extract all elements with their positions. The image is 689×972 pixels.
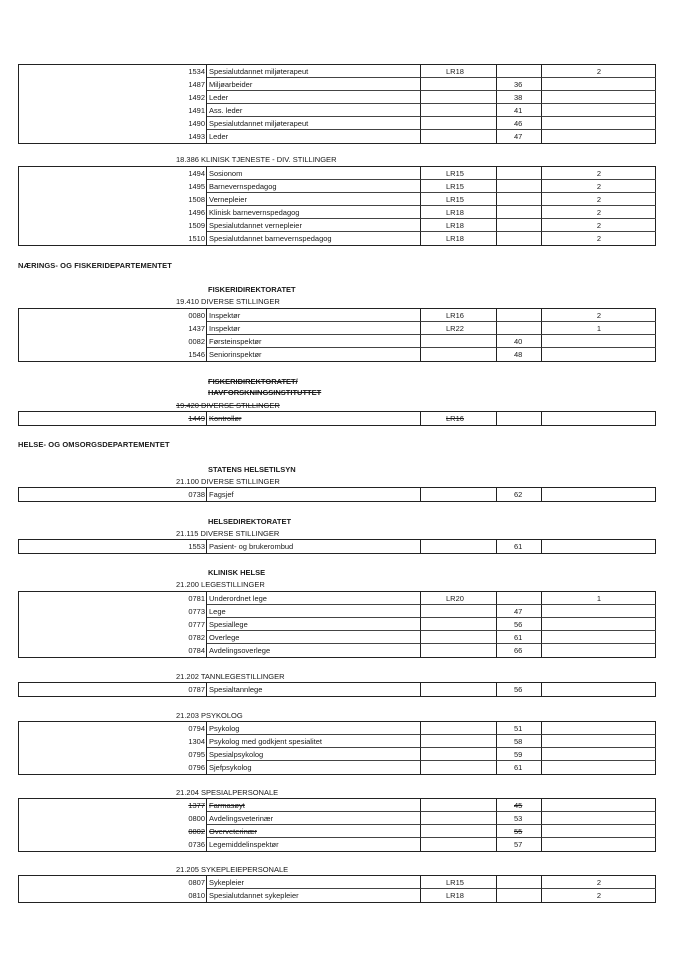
salary-step: 45 <box>497 799 542 812</box>
salary-step: 48 <box>497 348 542 361</box>
salary-frame <box>421 335 497 348</box>
agency-heading: FISKERIDIREKTORATET <box>208 285 296 294</box>
salary-frame: LR15 <box>421 193 497 206</box>
section-heading: 21.205 SYKEPLEIEPERSONALE <box>176 865 289 874</box>
salary-frame <box>421 130 497 143</box>
salary-step: 62 <box>497 488 542 501</box>
salary-step: 57 <box>497 838 542 851</box>
alternative <box>542 761 656 774</box>
table-row <box>19 180 655 193</box>
salary-step <box>497 193 542 206</box>
section-heading: 19.420 DIVERSE STILLINGER <box>176 401 280 410</box>
table-row <box>19 219 655 232</box>
salary-frame <box>421 644 497 657</box>
position-table <box>18 591 656 658</box>
position-title: Spesialpsykolog <box>207 748 421 761</box>
section-heading: 21.204 SPESIALPERSONALE <box>176 788 279 797</box>
position-table <box>18 64 656 144</box>
table-row <box>19 825 655 838</box>
salary-frame <box>421 812 497 825</box>
position-title: Ass. leder <box>207 104 421 117</box>
position-code: 0802 <box>174 825 207 838</box>
section-heading: 21.203 PSYKOLOG <box>176 711 243 720</box>
table-row <box>19 605 655 618</box>
position-code: 1490 <box>174 117 207 130</box>
section-heading: 18.386 KLINISK TJENESTE - DIV. STILLINGER <box>176 155 337 164</box>
position-code: 1377 <box>174 799 207 812</box>
salary-frame: LR15 <box>421 876 497 889</box>
position-code: 1493 <box>174 130 207 143</box>
position-title: Fagsjef <box>207 488 421 501</box>
salary-frame: LR15 <box>421 180 497 193</box>
position-title: Leder <box>207 91 421 104</box>
position-title: Klinisk barnevernspedagog <box>207 206 421 219</box>
table-row <box>19 488 655 501</box>
salary-frame <box>421 631 497 644</box>
position-code: 0795 <box>174 748 207 761</box>
table-row <box>19 631 655 644</box>
position-code: 1491 <box>174 104 207 117</box>
salary-frame <box>421 683 497 696</box>
table-row <box>19 748 655 761</box>
alternative <box>542 825 656 838</box>
section-heading: 21.202 TANNLEGESTILLINGER <box>176 672 285 681</box>
salary-frame: LR22 <box>421 322 497 335</box>
table-row <box>19 65 655 78</box>
position-code: 1487 <box>174 78 207 91</box>
ministry-heading: HELSE- OG OMSORGSDEPARTEMENTET <box>18 440 170 449</box>
salary-step <box>497 167 542 180</box>
position-title: Psykolog <box>207 722 421 735</box>
section-heading: 21.200 LEGESTILLINGER <box>176 580 265 589</box>
table-row <box>19 540 655 553</box>
alternative <box>542 104 656 117</box>
position-code: 1495 <box>174 180 207 193</box>
position-title: Avdelingsoverlege <box>207 644 421 657</box>
alternative: 2 <box>596 234 602 243</box>
salary-step: 46 <box>497 117 542 130</box>
alternative <box>542 644 656 657</box>
position-table <box>18 875 656 903</box>
table-row <box>19 309 655 322</box>
position-code: 0807 <box>174 876 207 889</box>
position-table <box>18 798 656 852</box>
salary-frame <box>421 91 497 104</box>
position-title: Vernepleier <box>207 193 421 206</box>
alternative <box>542 335 656 348</box>
table-row <box>19 876 655 889</box>
position-code: 0082 <box>174 335 207 348</box>
table-row <box>19 117 655 130</box>
salary-step: 61 <box>497 761 542 774</box>
salary-step: 58 <box>497 735 542 748</box>
salary-step <box>497 876 542 889</box>
salary-step: 53 <box>497 812 542 825</box>
table-row <box>19 335 655 348</box>
position-title: Spesiallege <box>207 618 421 631</box>
position-code: 0781 <box>174 592 207 605</box>
salary-step: 56 <box>497 683 542 696</box>
position-title: Barnevernspedagog <box>207 180 421 193</box>
position-title: Spesialtannlege <box>207 683 421 696</box>
position-code: 1437 <box>174 322 207 335</box>
salary-frame: LR18 <box>421 219 497 232</box>
salary-frame: LR18 <box>421 206 497 219</box>
ministry-heading: NÆRINGS- OG FISKERIDEPARTEMENTET <box>18 261 172 270</box>
table-row <box>19 348 655 361</box>
table-row <box>19 799 655 812</box>
salary-step <box>497 309 542 322</box>
table-row <box>19 812 655 825</box>
table-row <box>19 838 655 851</box>
alternative <box>542 91 656 104</box>
salary-frame: LR16 <box>421 412 497 425</box>
salary-step: 51 <box>497 722 542 735</box>
salary-step: 55 <box>497 825 542 838</box>
position-code: 1553 <box>174 540 207 553</box>
position-title: Farmasøyt <box>207 799 421 812</box>
salary-frame <box>421 540 497 553</box>
position-code: 1508 <box>174 193 207 206</box>
alternative: 2 <box>542 206 656 219</box>
position-code: 1496 <box>174 206 207 219</box>
salary-frame <box>421 488 497 501</box>
table-row <box>19 592 655 605</box>
alternative <box>542 722 656 735</box>
position-title: Psykolog med godkjent spesialitet <box>207 735 421 748</box>
position-code: 0782 <box>174 631 207 644</box>
salary-frame: LR20 <box>421 592 497 605</box>
alternative: 2 <box>542 65 656 78</box>
position-table <box>18 721 656 775</box>
alternative <box>542 348 656 361</box>
salary-frame <box>421 348 497 361</box>
alternative: 1 <box>542 322 656 335</box>
position-title: Kontrollør <box>207 412 421 425</box>
table-row <box>19 232 655 245</box>
position-code: 0738 <box>174 488 207 501</box>
position-title: Overlege <box>207 631 421 644</box>
position-title: Legemiddelinspektør <box>207 838 421 851</box>
salary-step: 66 <box>497 644 542 657</box>
agency-heading: STATENS HELSETILSYN <box>208 465 296 474</box>
table-row <box>19 735 655 748</box>
alternative <box>542 812 656 825</box>
salary-step <box>497 180 542 193</box>
agency-heading: KLINISK HELSE <box>208 568 266 577</box>
position-table <box>18 682 656 697</box>
alternative <box>542 838 656 851</box>
position-title: Miljøarbeider <box>207 78 421 91</box>
position-title: Underordnet lege <box>207 592 421 605</box>
position-title: Sosionom <box>207 167 421 180</box>
table-row <box>19 78 655 91</box>
table-row <box>19 761 655 774</box>
alternative <box>542 130 656 143</box>
position-title: Førsteinspektør <box>207 335 421 348</box>
salary-frame <box>421 605 497 618</box>
salary-step: 38 <box>497 91 542 104</box>
table-row <box>19 889 655 902</box>
position-table <box>18 166 656 246</box>
position-title: Inspektør <box>207 309 421 322</box>
salary-step <box>497 219 542 232</box>
salary-step <box>497 322 542 335</box>
section-heading: 21.100 DIVERSE STILLINGER <box>176 477 280 486</box>
alternative: 2 <box>542 180 656 193</box>
alternative: 2 <box>542 193 656 206</box>
position-table <box>18 411 656 426</box>
position-title: Overveterinær <box>207 825 421 838</box>
position-table <box>18 487 656 502</box>
salary-step <box>497 65 542 78</box>
position-code: 0784 <box>174 644 207 657</box>
salary-frame <box>421 761 497 774</box>
alternative: 2 <box>542 309 656 322</box>
table-row <box>19 167 655 180</box>
position-code: 1494 <box>174 167 207 180</box>
salary-step <box>497 232 542 245</box>
alternative <box>542 540 656 553</box>
position-code: 0787 <box>174 683 207 696</box>
salary-frame: LR18 <box>421 232 497 245</box>
salary-frame <box>421 748 497 761</box>
salary-frame <box>421 722 497 735</box>
position-code: 1509 <box>174 219 207 232</box>
position-title: Spesialutdannet barnevernspedagog <box>207 232 421 245</box>
table-row <box>19 644 655 657</box>
alternative <box>542 735 656 748</box>
table-row <box>19 91 655 104</box>
alternative <box>542 117 656 130</box>
salary-step <box>497 206 542 219</box>
position-code: 1492 <box>174 91 207 104</box>
section-heading: 19.410 DIVERSE STILLINGER <box>176 297 280 306</box>
table-row <box>19 722 655 735</box>
position-code: 1304 <box>174 735 207 748</box>
section-heading: 21.115 DIVERSE STILLINGER <box>176 529 280 538</box>
alternative <box>542 78 656 91</box>
salary-frame <box>421 104 497 117</box>
salary-step: 40 <box>497 335 542 348</box>
table-row <box>19 683 655 696</box>
position-title: Leder <box>207 130 421 143</box>
salary-frame <box>421 117 497 130</box>
alternative <box>542 748 656 761</box>
alternative <box>542 631 656 644</box>
salary-frame <box>421 618 497 631</box>
position-title: Spesialutdannet vernepleier <box>207 219 421 232</box>
salary-frame <box>421 825 497 838</box>
salary-frame <box>421 735 497 748</box>
alternative: 2 <box>596 891 602 900</box>
salary-step: 61 <box>497 631 542 644</box>
position-code: 0796 <box>174 761 207 774</box>
salary-step: 36 <box>497 78 542 91</box>
position-code: 0777 <box>174 618 207 631</box>
position-code: 0736 <box>174 838 207 851</box>
salary-step: 47 <box>497 605 542 618</box>
position-table <box>18 308 656 362</box>
position-code: 0773 <box>174 605 207 618</box>
position-title: Sykepleier <box>207 876 421 889</box>
alternative <box>542 488 656 501</box>
position-title: Sjefpsykolog <box>207 761 421 774</box>
position-title: Inspektør <box>207 322 421 335</box>
position-code: 1510 <box>174 232 207 245</box>
alternative <box>542 799 656 812</box>
agency-heading: HELSEDIREKTORATET <box>208 517 292 526</box>
position-title: Seniorinspektør <box>207 348 421 361</box>
salary-step: 59 <box>497 748 542 761</box>
salary-step <box>497 592 542 605</box>
position-title: Spesialutdannet sykepleier <box>207 889 421 902</box>
salary-frame: LR18 <box>421 889 497 902</box>
table-row <box>19 412 655 425</box>
alternative: 2 <box>542 219 656 232</box>
position-code: 0080 <box>174 309 207 322</box>
alternative: 2 <box>542 876 656 889</box>
position-code: 1449 <box>174 412 207 425</box>
alternative <box>542 683 656 696</box>
table-row <box>19 130 655 143</box>
agency-heading: FISKERIDIREKTORATET/ <box>208 377 298 386</box>
salary-frame <box>421 78 497 91</box>
table-row <box>19 206 655 219</box>
alternative <box>542 412 656 425</box>
alternative <box>542 618 656 631</box>
position-code: 0810 <box>174 889 207 902</box>
salary-frame <box>421 838 497 851</box>
table-row <box>19 104 655 117</box>
salary-step: 47 <box>497 130 542 143</box>
table-row <box>19 193 655 206</box>
salary-step <box>497 889 542 902</box>
salary-frame: LR18 <box>421 65 497 78</box>
position-title: Pasient- og brukerombud <box>207 540 421 553</box>
agency-heading: HAVFORSKNINGSINSTITUTTET <box>208 388 322 397</box>
alternative: 2 <box>542 167 656 180</box>
position-table <box>18 539 656 554</box>
position-code: 1546 <box>174 348 207 361</box>
alternative: 1 <box>542 592 656 605</box>
position-code: 0794 <box>174 722 207 735</box>
table-row <box>19 618 655 631</box>
position-title: Spesialutdannet miljøterapeut <box>207 117 421 130</box>
salary-frame <box>421 799 497 812</box>
position-code: 0800 <box>174 812 207 825</box>
position-title: Avdelingsveterinær <box>207 812 421 825</box>
salary-step: 61 <box>497 540 542 553</box>
position-title: Lege <box>207 605 421 618</box>
salary-step <box>497 412 542 425</box>
salary-frame: LR15 <box>421 167 497 180</box>
position-title: Spesialutdannet miljøterapeut <box>207 65 421 78</box>
alternative <box>542 605 656 618</box>
salary-frame: LR16 <box>421 309 497 322</box>
table-row <box>19 322 655 335</box>
salary-step: 56 <box>497 618 542 631</box>
position-code: 1534 <box>174 65 207 78</box>
salary-step: 41 <box>497 104 542 117</box>
